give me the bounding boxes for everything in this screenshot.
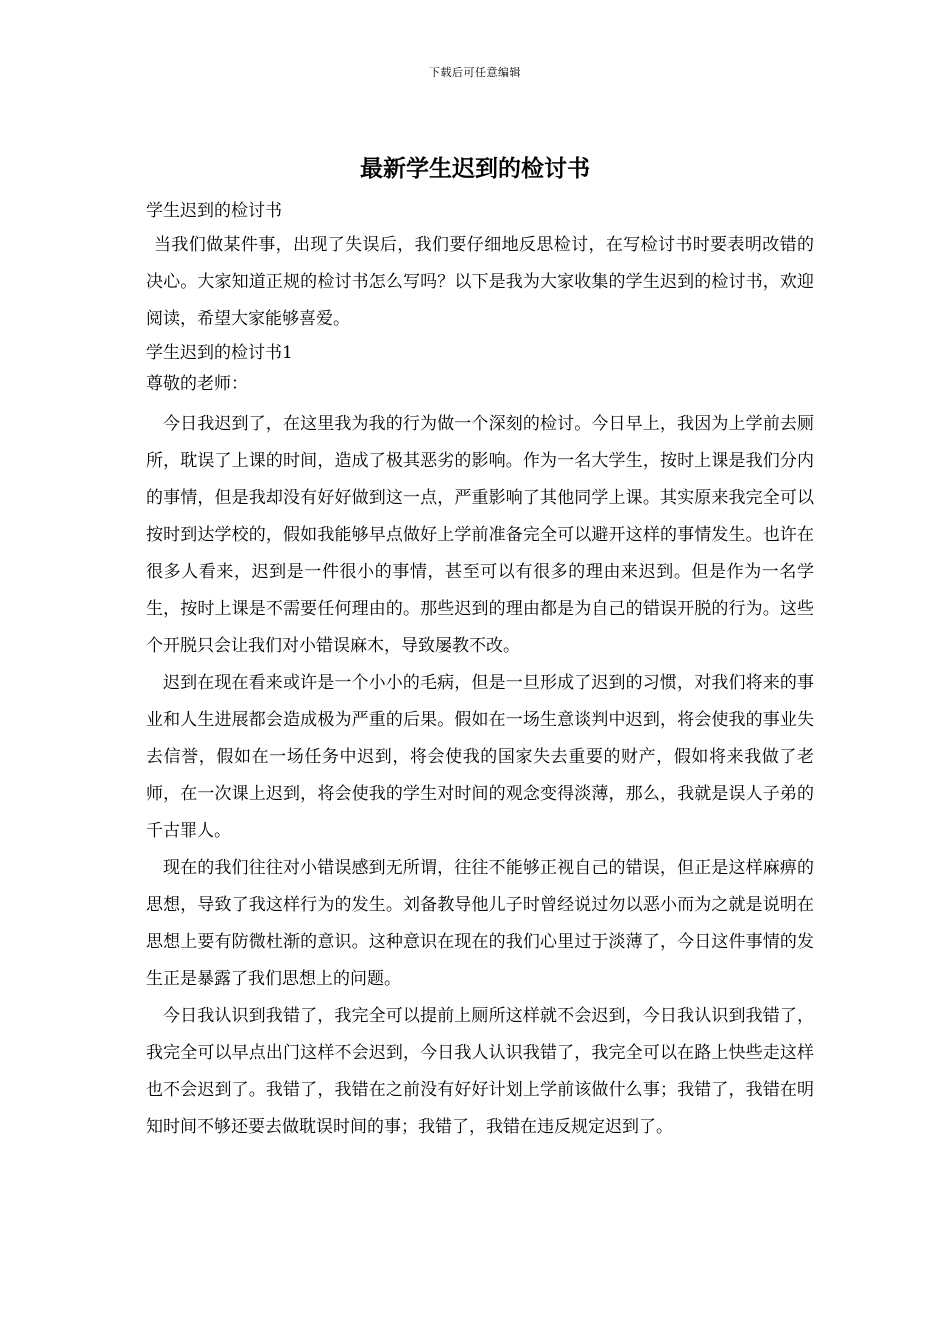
intro-paragraph: 当我们做某件事，出现了失误后，我们要仔细地反思检讨，在写检讨书时要表明改错的决心。大家知道正规的检讨书怎么写吗？以下是我为大家收集的学生迟到的检讨书，欢迎阅读，希望大家能够喜爱。 bbox=[146, 235, 814, 329]
body-paragraph-4: 今日我认识到我错了，我完全可以提前上厕所这样就不会迟到，今日我认识到我错了，我完全可以早点出门这样不会迟到，今日我人认识我错了，我完全可以在路上快些走这样也不会迟到了。我错了，我错在之前没有好好计划上学前该做什么事；我错了，我错在明知时间不够还要去做耽误时间的事；我错了，我错在违反规定迟到了。 bbox=[146, 1006, 814, 1137]
document-body bbox=[146, 196, 814, 1146]
body-paragraph-2: 迟到在现在看来或许是一个小小的毛病，但是一旦形成了迟到的习惯，对我们将来的事业和人生进展都会造成极为严重的后果。假如在一场生意谈判中迟到，将会使我的事业失去信誉，假如在一场任务中迟到，将会使我的国家失去重要的财产，假如将来我做了老师，在一次课上迟到，将会使我的学生对时间的观念变得淡薄，那么，我就是误人子弟的千古罪人。 bbox=[146, 673, 814, 841]
document-title: 最新学生迟到的检讨书 bbox=[360, 155, 590, 182]
salutation: 尊敬的老师： bbox=[146, 374, 248, 394]
header-note: 下载后可任意编辑 bbox=[429, 66, 521, 79]
body-paragraph-3: 现在的我们往往对小错误感到无所谓，往往不能够正视自己的错误，但正是这样麻痹的思想，导致了我这样行为的发生。刘备教导他儿子时曾经说过勿以恶小而为之就是说明在思想上要有防微杜渐的意识。这种意识在现在的我们心里过于淡薄了，今日这件事情的发生正是暴露了我们思想上的问题。 bbox=[146, 858, 814, 989]
document-subtitle: 学生迟到的检讨书 bbox=[146, 201, 282, 221]
body-paragraph-1: 今日我迟到了，在这里我为我的行为做一个深刻的检讨。今日早上，我因为上学前去厕所，耽误了上课的时间，造成了极其恶劣的影响。作为一名大学生，按时上课是我们分内的事情，但是我却没有好好做到这一点，严重影响了其他同学上课。其实原来我完全可以按时到达学校的，假如我能够早点做好上学前准备完全可以避开这样的事情发生。也许在很多人看来，迟到是一件很小的事情，甚至可以有很多的理由来迟到。但是作为一名学生，按时上课是不需要任何理由的。那些迟到的理由都是为自己的错误开脱的行为。这些个开脱只会让我们对小错误麻木，导致屡教不改。 bbox=[146, 414, 814, 656]
section-title: 学生迟到的检讨书1 bbox=[146, 343, 293, 363]
